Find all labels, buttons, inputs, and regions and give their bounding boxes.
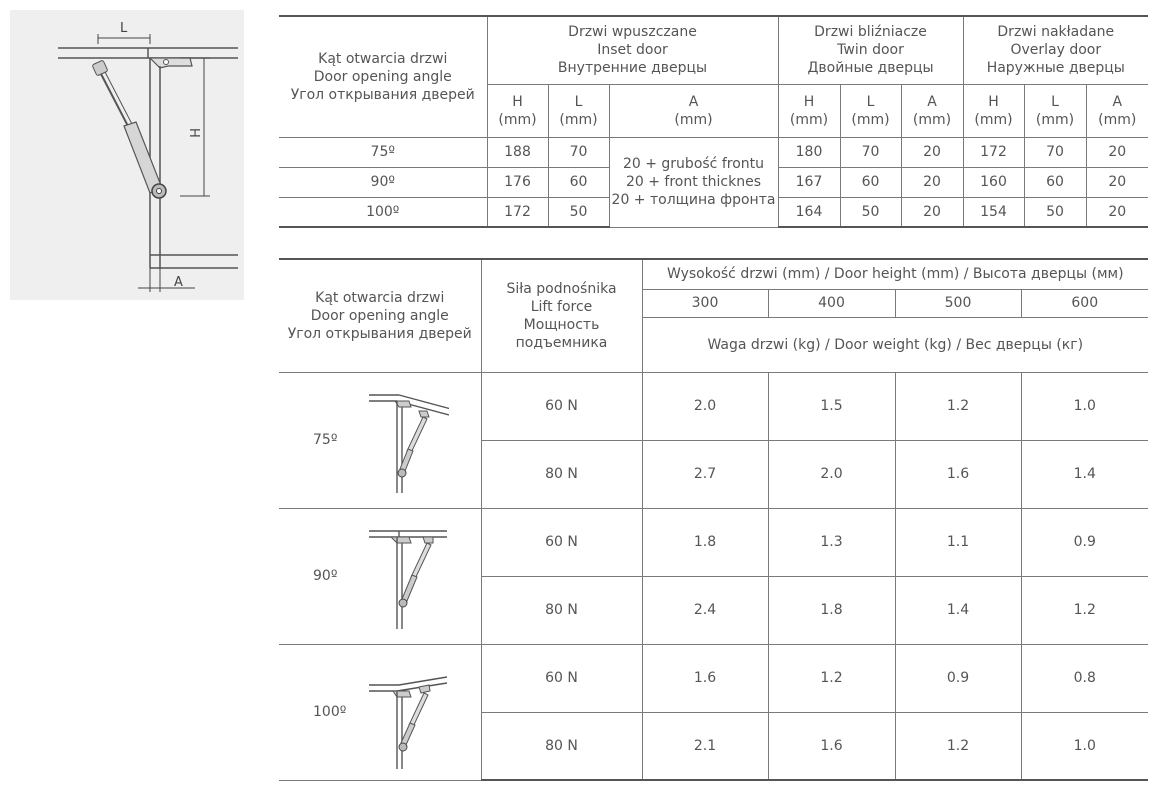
door-weight-header: Waga drzwi (kg) / Door weight (kg) / Вес дверцы (кг) <box>642 317 1148 372</box>
inset-l-value: 70 <box>548 137 609 167</box>
overlay-h-header: H (mm) <box>963 84 1024 137</box>
row-angle: 75º <box>279 137 487 167</box>
weight-value: 1.6 <box>895 440 1021 508</box>
inset-a-note: 20 + grubość frontu 20 + front thicknes 20 + толщина фронта <box>609 137 778 227</box>
label-a: A <box>174 275 183 290</box>
label-h: H <box>186 128 201 138</box>
overlay-door-header: Drzwi nakładane Overlay door Наружные дверцы <box>963 16 1148 84</box>
dimensions-table <box>279 15 1148 228</box>
inset-door-header: Drzwi wpuszczane Inset door Внутренние дверцы <box>487 16 778 84</box>
twin-a-value: 20 <box>901 137 963 167</box>
weight-value: 1.6 <box>768 712 895 780</box>
twin-door-header: Drzwi bliźniacze Twin door Двойные дверцы <box>778 16 963 84</box>
row-angle: 90º <box>279 167 487 197</box>
inset-h-value: 176 <box>487 167 548 197</box>
weight-value: 1.0 <box>1021 712 1148 780</box>
height-500: 500 <box>895 289 1021 317</box>
strut-90-diagram <box>369 519 449 635</box>
weight-value: 1.3 <box>768 508 895 576</box>
angle-header: Kąt otwarcia drzwi Door opening angle Угол открывания дверей <box>279 16 487 137</box>
strut-100-diagram <box>369 655 449 771</box>
lift-force-value: 80 N <box>481 576 642 644</box>
door-height-header: Wysokość drzwi (mm) / Door height (mm) / Высота дверцы (мм) <box>642 259 1148 289</box>
twin-l-header: L (mm) <box>840 84 901 137</box>
weight-value: 1.1 <box>895 508 1021 576</box>
twin-h-value: 180 <box>778 137 840 167</box>
weight-value: 1.6 <box>642 644 768 712</box>
overlay-h-value: 154 <box>963 197 1024 227</box>
angle-100-cell <box>279 644 481 780</box>
overlay-l-value: 50 <box>1024 197 1086 227</box>
angle-75-cell <box>279 372 481 508</box>
twin-a-value: 20 <box>901 167 963 197</box>
weight-value: 2.1 <box>642 712 768 780</box>
weight-value: 1.5 <box>768 372 895 440</box>
lift-stay-diagram <box>10 10 244 300</box>
weight-value: 1.4 <box>895 576 1021 644</box>
inset-l-header: L (mm) <box>548 84 609 137</box>
inset-l-value: 50 <box>548 197 609 227</box>
row-angle: 100º <box>279 197 487 227</box>
weight-value: 2.0 <box>642 372 768 440</box>
inset-h-value: 188 <box>487 137 548 167</box>
lift-force-value: 60 N <box>481 372 642 440</box>
twin-h-value: 167 <box>778 167 840 197</box>
twin-l-value: 60 <box>840 167 901 197</box>
angle-label: 100º <box>313 704 347 720</box>
strut-75-diagram <box>369 383 449 499</box>
table-row <box>279 372 1148 440</box>
weight-value: 1.2 <box>768 644 895 712</box>
twin-l-value: 70 <box>840 137 901 167</box>
weight-value: 0.9 <box>1021 508 1148 576</box>
lift-force-value: 60 N <box>481 508 642 576</box>
twin-a-header: A (mm) <box>901 84 963 137</box>
lift-force-value: 60 N <box>481 644 642 712</box>
overlay-a-value: 20 <box>1086 137 1148 167</box>
height-600: 600 <box>1021 289 1148 317</box>
height-400: 400 <box>768 289 895 317</box>
weight-value: 0.9 <box>895 644 1021 712</box>
twin-h-header: H (mm) <box>778 84 840 137</box>
weight-value: 2.7 <box>642 440 768 508</box>
overlay-l-header: L (mm) <box>1024 84 1086 137</box>
lift-force-header: Siła podnośnika Lift force Мощность подъемника <box>481 259 642 372</box>
twin-h-value: 164 <box>778 197 840 227</box>
height-300: 300 <box>642 289 768 317</box>
angle-label: 75º <box>313 432 338 448</box>
weight-value: 2.0 <box>768 440 895 508</box>
lift-force-value: 80 N <box>481 712 642 780</box>
table-row <box>279 508 1148 576</box>
weight-value: 1.8 <box>768 576 895 644</box>
angle-label: 90º <box>313 568 338 584</box>
inset-a-header: A (mm) <box>609 84 778 137</box>
inset-h-header: H (mm) <box>487 84 548 137</box>
weight-value: 2.4 <box>642 576 768 644</box>
overlay-a-header: A (mm) <box>1086 84 1148 137</box>
overlay-a-value: 20 <box>1086 197 1148 227</box>
inset-l-value: 60 <box>548 167 609 197</box>
twin-a-value: 20 <box>901 197 963 227</box>
weight-value: 0.8 <box>1021 644 1148 712</box>
overlay-h-value: 172 <box>963 137 1024 167</box>
weight-value: 1.0 <box>1021 372 1148 440</box>
weight-value: 1.8 <box>642 508 768 576</box>
weight-table <box>279 258 1148 781</box>
angle-90-cell <box>279 508 481 644</box>
label-l: L <box>120 21 128 36</box>
overlay-l-value: 70 <box>1024 137 1086 167</box>
weight-value: 1.4 <box>1021 440 1148 508</box>
overlay-l-value: 60 <box>1024 167 1086 197</box>
overlay-a-value: 20 <box>1086 167 1148 197</box>
table-row <box>279 137 1148 167</box>
inset-h-value: 172 <box>487 197 548 227</box>
angle-header: Kąt otwarcia drzwi Door opening angle Угол открывания дверей <box>279 259 481 372</box>
weight-value: 1.2 <box>895 712 1021 780</box>
overlay-h-value: 160 <box>963 167 1024 197</box>
table-row <box>279 644 1148 712</box>
lift-stay-drawing <box>10 10 244 300</box>
weight-value: 1.2 <box>1021 576 1148 644</box>
twin-l-value: 50 <box>840 197 901 227</box>
weight-value: 1.2 <box>895 372 1021 440</box>
lift-force-value: 80 N <box>481 440 642 508</box>
